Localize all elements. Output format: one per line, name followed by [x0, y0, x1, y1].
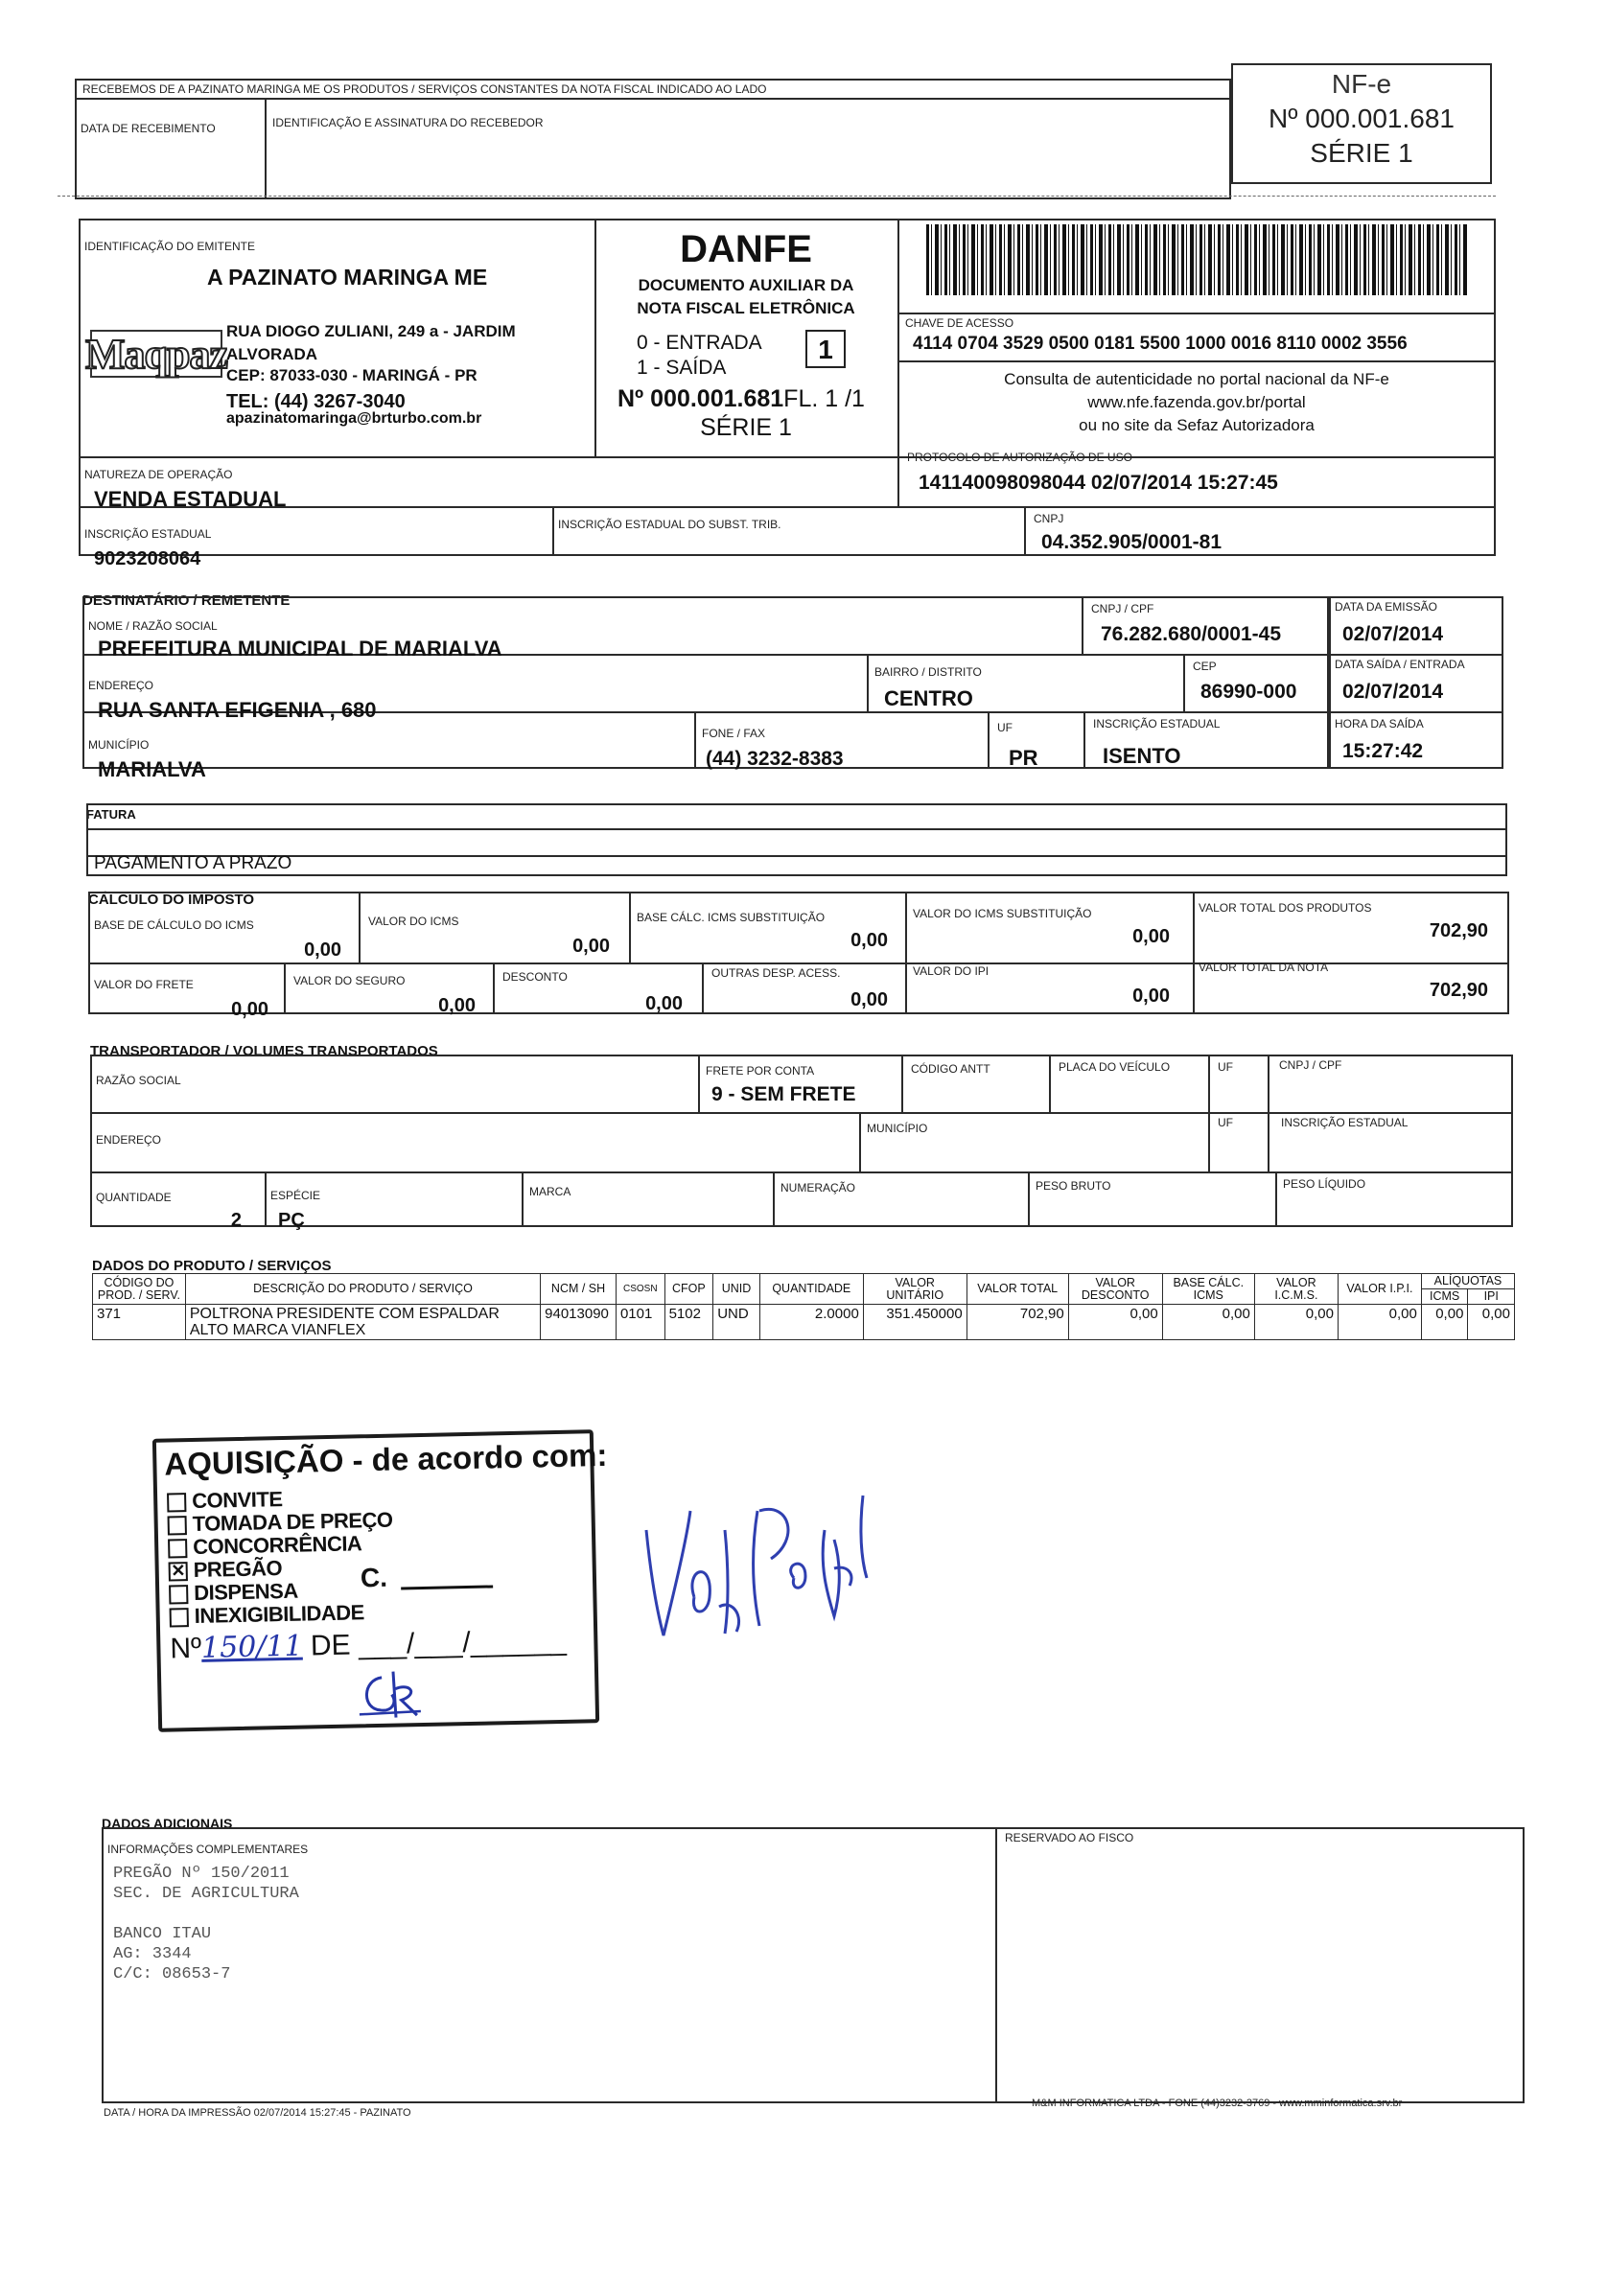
danfe-entrada: 0 - ENTRADA: [637, 332, 762, 354]
net-label: PESO LÍQUIDO: [1283, 1177, 1366, 1191]
base-st-label: BASE CÁLC. ICMS SUBSTITUIÇÃO: [637, 911, 826, 924]
total-products-label: VALOR TOTAL DOS PRODUTOS: [1199, 901, 1372, 915]
total-note-value: 702,90: [1429, 980, 1488, 1001]
col-discount: VALOR DESCONTO: [1068, 1274, 1162, 1305]
freight-account-label: FRETE POR CONTA: [706, 1064, 815, 1078]
nfe-number: Nº 000.001.681: [1269, 104, 1455, 133]
recipient-cnpj-label: CNPJ / CPF: [1091, 602, 1154, 615]
district-label: BAIRRO / DISTRITO: [874, 665, 982, 679]
base-icms-label: BASE DE CÁLCULO DO ICMS: [94, 918, 254, 932]
freight-label: VALOR DO FRETE: [94, 978, 194, 991]
logo-text: Maqpaz: [85, 330, 227, 378]
qty-value: 2: [230, 1210, 242, 1231]
additional-lines: [113, 1864, 299, 1984]
city-label: MUNICÍPIO: [88, 738, 150, 752]
col-ncm: NCM / SH: [541, 1274, 617, 1305]
nfe-label: NF-e: [1331, 69, 1392, 99]
col-unit-value: VALOR UNITÁRIO: [863, 1274, 967, 1305]
stamp-option-label: DISPENSA: [193, 1578, 298, 1605]
cell-icms: 0,00: [1254, 1305, 1338, 1340]
species-value: PÇ: [278, 1210, 305, 1231]
exit-value: 02/07/2014: [1342, 681, 1444, 703]
nfe-series: SÉRIE 1: [1310, 138, 1413, 168]
hour-value: 15:27:42: [1342, 740, 1424, 762]
table-row: [93, 1305, 1515, 1340]
tax-section-label: CÁLCULO DO IMPOSTO: [88, 892, 255, 908]
phone-label: FONE / FAX: [702, 727, 766, 740]
nature-label: NATUREZA DE OPERAÇÃO: [84, 468, 233, 481]
col-qty: QUANTIDADE: [759, 1274, 863, 1305]
carrier-name-label: RAZÃO SOCIAL: [96, 1074, 181, 1087]
ie-value: 9023208064: [94, 548, 201, 569]
transport-cnpj-label: CNPJ / CPF: [1279, 1058, 1342, 1072]
cell-unit-value: 351.450000: [863, 1305, 967, 1340]
cell-code: 371: [93, 1305, 186, 1340]
insurance-value: 0,00: [438, 995, 476, 1016]
recipient-box: [82, 596, 1331, 769]
total-products-value: 702,90: [1429, 920, 1488, 941]
products-section-label: DADOS DO PRODUTO / SERVIÇOS: [92, 1258, 332, 1274]
emitter-phone: TEL: (44) 3267-3040: [226, 391, 406, 412]
additional-info-line: PREGÃO Nº 150/2011: [113, 1865, 290, 1883]
stamp-option-label: PREGÃO: [193, 1556, 283, 1582]
transport-ie-label: INSCRIÇÃO ESTADUAL: [1281, 1116, 1409, 1129]
additional-info-line: C/C: 08653-7: [113, 1965, 231, 1983]
stamp-number-handwritten: 150/11: [200, 1629, 303, 1665]
district-value: CENTRO: [884, 686, 973, 710]
emitter-cep: CEP: 87033-030 - MARINGÁ - PR: [226, 366, 477, 384]
stamp-date-placeholder: ___/___/______: [358, 1624, 568, 1661]
stamp-de-label: DE: [310, 1629, 351, 1662]
receipt-box: [75, 79, 1231, 199]
emitter-section-label: IDENTIFICAÇÃO DO EMITENTE: [84, 240, 256, 253]
gross-label: PESO BRUTO: [1036, 1179, 1111, 1193]
ipi-value: 0,00: [1132, 986, 1170, 1007]
col-total: VALOR TOTAL: [967, 1274, 1068, 1305]
col-rate-icms: ICMS: [1421, 1289, 1468, 1305]
protocol-label: PROTOCOLO DE AUTORIZAÇÃO DE USO: [907, 451, 1132, 464]
signature: [637, 1473, 886, 1645]
antt-label: CÓDIGO ANTT: [911, 1062, 990, 1076]
stamp-option-label: TOMADA DE PREÇO: [192, 1507, 393, 1536]
cell-cfop: 5102: [664, 1305, 713, 1340]
receipt-text: RECEBEMOS DE A PAZINATO MARINGA ME OS PRODUTOS / SERVIÇOS CONSTANTES DA NOTA FISCAL INDICADO AO LADO: [82, 82, 767, 96]
cell-rate-ipi: 0,00: [1468, 1305, 1515, 1340]
recipient-cnpj: 76.282.680/0001-45: [1101, 623, 1282, 645]
invoice-section-label: FATURA: [86, 807, 136, 822]
checked-checkbox-icon: ✕: [169, 1562, 188, 1581]
ie-label: INSCRIÇÃO ESTADUAL: [84, 527, 212, 541]
discount-value: 0,00: [645, 993, 683, 1014]
cell-desc-line-1: POLTRONA PRESIDENTE COM ESPALDAR: [189, 1306, 500, 1322]
icms-st-label: VALOR DO ICMS SUBSTITUIÇÃO: [913, 907, 1092, 920]
products-table: [92, 1273, 1515, 1340]
stamp-number-prefix: Nº: [170, 1632, 202, 1665]
stamp-option-label: CONCORRÊNCIA: [192, 1531, 362, 1559]
transport-address-label: ENDEREÇO: [96, 1133, 162, 1147]
uf-value: PR: [1009, 746, 1038, 770]
print-info: DATA / HORA DA IMPRESSÃO 02/07/2014 15:27:45 - PAZINATO: [104, 2107, 411, 2119]
plate-label: PLACA DO VEÍCULO: [1059, 1060, 1171, 1074]
other-label: OUTRAS DESP. ACESS.: [711, 966, 841, 980]
total-note-label: VALOR TOTAL DA NOTA: [1199, 961, 1329, 974]
transport-section-label: TRANSPORTADOR / VOLUMES TRANSPORTADOS: [90, 1043, 438, 1059]
checkbox-icon: [167, 1493, 186, 1512]
col-rate-ipi: IPI: [1468, 1289, 1515, 1305]
stamp-initials: [353, 1665, 431, 1725]
cell-base-icms: 0,00: [1162, 1305, 1254, 1340]
stamp-number-row: [170, 1624, 567, 1666]
cell-rate-icms: 0,00: [1421, 1305, 1468, 1340]
recipient-ie: ISENTO: [1103, 744, 1181, 768]
additional-info-line: BANCO ITAU: [113, 1925, 212, 1943]
col-icms: VALOR I.C.M.S.: [1254, 1274, 1338, 1305]
qty-label: QUANTIDADE: [96, 1191, 172, 1204]
cell-discount: 0,00: [1068, 1305, 1162, 1340]
cell-ncm: 94013090: [541, 1305, 617, 1340]
emitter-name: A PAZINATO MARINGA ME: [207, 265, 488, 290]
cep-label: CEP: [1193, 660, 1217, 673]
icms-value: 0,00: [572, 936, 610, 957]
species-label: ESPÉCIE: [270, 1189, 321, 1202]
uf-label: UF: [997, 721, 1013, 734]
col-rates: ALÍQUOTAS: [1421, 1274, 1514, 1289]
base-st-value: 0,00: [850, 930, 888, 951]
cell-unit: UND: [713, 1305, 760, 1340]
access-consult-2: www.nfe.fazenda.gov.br/portal: [1087, 393, 1306, 411]
danfe-page: FL. 1 /1: [783, 385, 865, 412]
acquisition-stamp: [152, 1429, 608, 1732]
cell-csosn: 0101: [616, 1305, 664, 1340]
reserved-label: RESERVADO AO FISCO: [1005, 1831, 1134, 1844]
additional-section-label: DADOS ADICIONAIS: [102, 1816, 233, 1831]
col-cfop: CFOP: [664, 1274, 713, 1305]
danfe-number-text: Nº 000.001.681: [617, 385, 784, 412]
access-consult-3: ou no site da Sefaz Autorizadora: [1079, 416, 1315, 434]
discount-label: DESCONTO: [502, 970, 568, 984]
additional-info-line: SEC. DE AGRICULTURA: [113, 1885, 299, 1903]
other-value: 0,00: [850, 989, 888, 1010]
emission-value: 02/07/2014: [1342, 623, 1444, 645]
additional-info-line: [113, 1904, 299, 1924]
checkbox-icon: [168, 1539, 187, 1558]
transport-uf-label: UF: [1218, 1060, 1233, 1074]
cep-value: 86990-000: [1200, 681, 1297, 703]
access-barcode: [926, 224, 1467, 295]
cell-qty: 2.0000: [759, 1305, 863, 1340]
access-key: 4114 0704 3529 0500 0181 5500 1000 0016 8110 0002 3556: [913, 334, 1408, 354]
insurance-label: VALOR DO SEGURO: [293, 974, 406, 987]
hour-label: HORA DA SAÍDA: [1335, 717, 1424, 731]
stamp-c-line: [401, 1585, 493, 1589]
cell-desc-line-2: ALTO MARCA VIANFLEX: [189, 1322, 366, 1338]
receipt-date-label: DATA DE RECEBIMENTO: [81, 122, 216, 135]
stamp-option: [169, 1601, 394, 1629]
stamp-c-label: C.: [360, 1562, 388, 1593]
ipi-label: VALOR DO IPI: [913, 964, 990, 978]
emitter-address-2: ALVORADA: [226, 345, 318, 363]
brand-label: MARCA: [529, 1185, 571, 1198]
checkbox-icon: [169, 1585, 188, 1604]
transport-city-label: MUNICÍPIO: [867, 1122, 928, 1135]
danfe-series: SÉRIE 1: [700, 414, 792, 441]
access-consult-1: Consulta de autenticidade no portal nacional da NF-e: [1004, 370, 1389, 388]
cell-ipi: 0,00: [1338, 1305, 1421, 1340]
col-csosn: CSOSN: [616, 1274, 664, 1305]
recipient-address: RUA SANTA EFIGENIA , 680: [98, 698, 377, 722]
recipient-name: PREFEITURA MUNICIPAL DE MARIALVA: [98, 637, 502, 661]
danfe-saida: 1 - SAÍDA: [637, 357, 727, 379]
col-unit: UNID: [713, 1274, 760, 1305]
cell-desc: [185, 1305, 540, 1340]
recipient-section-label: DESTINATÁRIO / REMETENTE: [82, 592, 291, 609]
col-base-icms: BASE CÁLC. ICMS: [1162, 1274, 1254, 1305]
stamp-title: AQUISIÇÃO - de acordo com:: [164, 1436, 608, 1482]
invoice-box: [86, 803, 1507, 876]
freight-value: 0,00: [231, 999, 268, 1020]
icms-st-value: 0,00: [1132, 926, 1170, 947]
recipient-name-label: NOME / RAZÃO SOCIAL: [88, 619, 218, 633]
stamp-options: [167, 1486, 395, 1629]
additional-info-label: INFORMAÇÕES COMPLEMENTARES: [107, 1843, 309, 1856]
checkbox-icon: [168, 1516, 187, 1535]
col-ipi: VALOR I.P.I.: [1338, 1274, 1421, 1305]
receipt-id-label: IDENTIFICAÇÃO E ASSINATURA DO RECEBEDOR: [272, 116, 544, 129]
exit-label: DATA SAÍDA / ENTRADA: [1335, 658, 1465, 671]
city-value: MARIALVA: [98, 757, 206, 781]
base-icms-value: 0,00: [304, 939, 341, 961]
numbering-label: NUMERAÇÃO: [780, 1181, 856, 1194]
checkbox-icon: [170, 1608, 189, 1627]
recipient-ie-label: INSCRIÇÃO ESTADUAL: [1093, 717, 1221, 731]
additional-info-line: AG: 3344: [113, 1945, 192, 1963]
phone-value: (44) 3232-8383: [706, 748, 844, 770]
nature-value: VENDA ESTADUAL: [94, 487, 287, 511]
col-code: CÓDIGO DO PROD. / SERV.: [93, 1274, 186, 1305]
stamp-option-label: CONVITE: [191, 1487, 283, 1513]
access-key-label: CHAVE DE ACESSO: [905, 316, 1014, 330]
emission-label: DATA DA EMISSÃO: [1335, 600, 1437, 614]
protocol-value: 141140098098044 02/07/2014 15:27:45: [919, 472, 1278, 494]
danfe-subtitle-1: DOCUMENTO AUXILIAR DA: [638, 276, 854, 294]
emitter-address-1: RUA DIOGO ZULIANI, 249 a - JARDIM: [226, 322, 516, 340]
danfe-type-box: 1: [805, 330, 846, 368]
cell-total: 702,90: [967, 1305, 1068, 1340]
icms-label: VALOR DO ICMS: [368, 915, 459, 928]
recipient-address-label: ENDEREÇO: [88, 679, 154, 692]
freight-account-value: 9 - SEM FRETE: [711, 1083, 856, 1105]
cnpj-value: 04.352.905/0001-81: [1041, 531, 1223, 553]
stamp-option-label: INEXIGIBILIDADE: [194, 1600, 365, 1628]
emitter-logo: [85, 330, 227, 378]
transport-uf2-label: UF: [1218, 1116, 1233, 1129]
emitter-email: apazinatomaringa@brturbo.com.br: [226, 410, 482, 427]
col-desc: DESCRIÇÃO DO PRODUTO / SERVIÇO: [185, 1274, 540, 1305]
danfe-subtitle-2: NOTA FISCAL ELETRÔNICA: [637, 299, 855, 317]
invoice-text: PAGAMENTO A PRAZO: [94, 853, 292, 873]
danfe-number: [617, 385, 865, 413]
ie-subst-label: INSCRIÇÃO ESTADUAL DO SUBST. TRIB.: [558, 518, 781, 531]
cnpj-label: CNPJ: [1034, 512, 1064, 525]
software-info: M&M INFORMATICA LTDA - FONE (44)3232-3769 - www.mminformatica.srv.br: [1032, 2098, 1403, 2109]
additional-box: [102, 1827, 1525, 2103]
danfe-title: DANFE: [680, 228, 812, 270]
